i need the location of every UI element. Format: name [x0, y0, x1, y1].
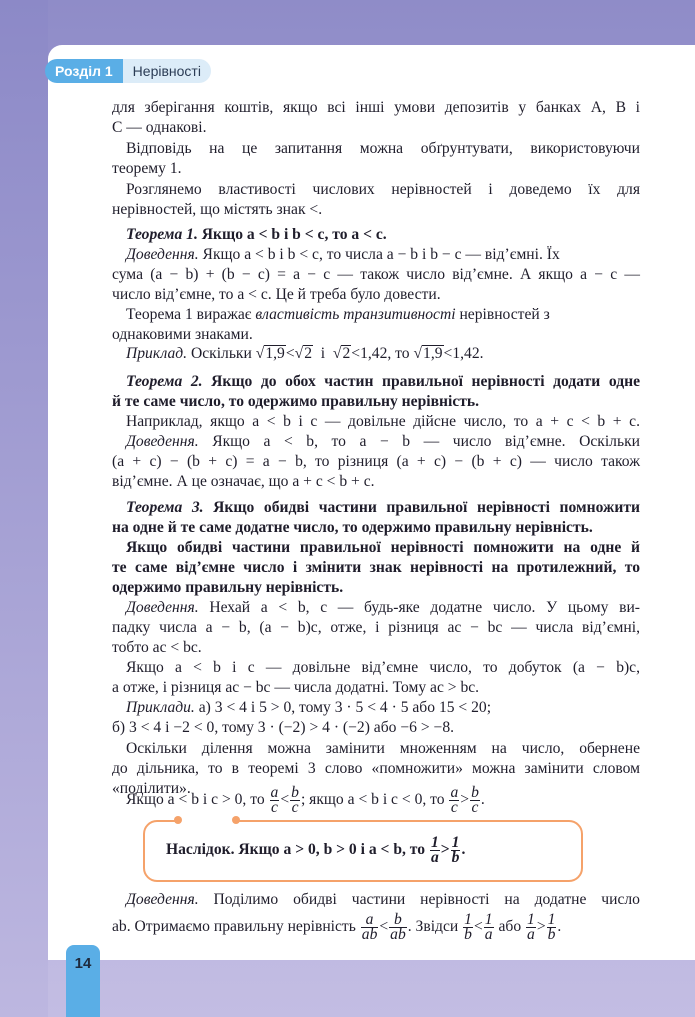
text-line: теорему 1.: [112, 160, 182, 177]
text-span: Оскільки: [190, 345, 252, 362]
proof-text: Нехай a < b, c — будь-яке додатне число. У цьому ви-: [209, 599, 640, 616]
chapter-header: [45, 59, 211, 83]
theorem-3-line: Якщо обидві частини правильної нерівності помножити на одне й: [126, 539, 640, 556]
theorem-1-label: Теорема 1.: [126, 226, 198, 243]
fraction-denominator: b: [451, 849, 460, 866]
corollary-text: Наслідок. Якщо a > 0, b > 0 і a < b, то $\frac{1}{a}$ > $\frac{1}{b}$ .: [166, 834, 466, 866]
text-span: і: [320, 345, 326, 362]
decor-dot: [232, 816, 240, 824]
text-span: ; якщо a < b і c < 0, то: [300, 791, 445, 808]
division-line: Якщо a < b і c > 0, то $\frac{a}{c}$ < $\frac{b}{c}$ ; якщо a < b і c < 0, то $\frac{a}{c}$ > $\frac{b}{c}$ .: [126, 783, 485, 816]
proof-1-line: [126, 245, 640, 265]
theorem-2-line: й те саме число, то одержимо правильну нерівність.: [112, 393, 480, 410]
text-span: Теорема 1 виражає: [126, 306, 252, 323]
text-line: (a + c) − (b + c) = a − b, то різниця (a + c) − (b + c) — число також: [112, 453, 640, 470]
fraction-denominator: c: [450, 798, 458, 816]
proof-text: Поділимо обидві частини нерівності на додатне число: [213, 891, 640, 908]
fraction-denominator: ab: [361, 925, 378, 943]
proof-3-line: [126, 598, 640, 618]
theorem-text: Якщо до обох частин правильної нерівності додати одне: [211, 373, 640, 390]
theorem-3-line: те саме від’ємне число і змінити знак нерівності на протилежний, то: [112, 559, 640, 576]
text-line: число від’ємне, то a < c. Це й треба було довести.: [112, 286, 441, 303]
proof-text: Якщо a < b, то a − b — число від’ємне. Оскільки: [212, 433, 640, 450]
text-span: нерівностей з: [459, 306, 550, 323]
fraction-numerator: 1: [451, 834, 460, 851]
text-span: <1,42.: [443, 345, 484, 362]
fraction-numerator: 1: [484, 910, 493, 928]
corollary-statement: Наслідок. Якщо a > 0, b > 0 і a < b, то: [166, 841, 426, 859]
fraction-denominator: c: [291, 798, 299, 816]
text-line: [126, 305, 640, 325]
sqrt-value: 2: [304, 345, 312, 362]
chapter-name: Нерівності: [123, 59, 211, 83]
chapter-tag: Розділ 1: [45, 59, 123, 83]
text-line: падку числа a − b, (a − b)c, отже, і різниця ac − bc — числа від’ємні,: [112, 619, 640, 636]
fraction-numerator: b: [471, 783, 479, 801]
fraction-numerator: a: [450, 783, 459, 801]
text-line: для зберігання коштів, якщо всі інші умови депозитів у банках A, B і: [112, 99, 640, 116]
page-number: 14: [66, 945, 100, 1017]
theorem-3: [126, 498, 640, 518]
example-label: Приклад.: [126, 345, 188, 362]
theorem-3-line: на одне й те саме додатне число, то одержимо правильну нерівність.: [112, 519, 593, 536]
theorem-text: Якщо обидві частини правильної нерівності помножити: [213, 499, 640, 516]
fraction-denominator: b: [547, 925, 556, 943]
text-line: Наприклад, якщо a < b і c — довільне дійсне число, то a + c < b + c.: [126, 413, 640, 430]
fraction-denominator: a: [484, 925, 493, 943]
text-line: Оскільки ділення можна замінити множенням на число, обернене: [126, 740, 640, 757]
fraction-denominator: c: [270, 798, 278, 816]
example-label: Приклади.: [126, 699, 195, 716]
text-span: Якщо a < b і c > 0, то: [126, 791, 265, 808]
text-line: до дільника, то в теоремі 3 слово «помножити» можна замінити словом: [112, 760, 640, 777]
fraction-numerator: 1: [430, 834, 439, 851]
text-line: Якщо a < b і c — довільне від’ємне число, то добуток (a − b)c,: [126, 659, 640, 676]
fraction-numerator: 1: [527, 910, 535, 928]
examples-line: [126, 698, 654, 718]
sqrt-value: 1,9: [265, 345, 285, 362]
proof-text: Якщо a < b і b < c, то числа a − b і b − c — від’ємні. Їх: [202, 246, 560, 263]
fraction-numerator: b: [389, 913, 407, 928]
fraction-denominator: a: [430, 849, 439, 866]
text-span: а) 3 < 4 і 5 > 0, тому 3 · 5 < 4 · 5 або 15 < 20;: [198, 699, 492, 716]
proof-2-line: [126, 432, 640, 452]
theorem-1: [126, 225, 654, 245]
theorem-1-text: Якщо a < b і b < c, то a < c.: [201, 226, 387, 243]
sqrt-value: 1,9: [423, 345, 443, 362]
proof-4-line: [126, 890, 640, 910]
fraction-numerator: 1: [464, 910, 472, 928]
text-line: тобто ac < bc.: [112, 639, 202, 656]
text-span: . Звідси: [407, 918, 459, 935]
text-span: або: [498, 918, 522, 935]
fraction-denominator: a: [527, 925, 535, 943]
text-line: сума (a − b) + (b − c) = a − c — також число від’ємне. А якщо a − c —: [112, 266, 640, 283]
fraction-numerator: b: [291, 783, 299, 801]
proof-label: Доведення.: [126, 246, 199, 263]
left-color-strip: [0, 0, 48, 1017]
theorem-2-label: Теорема 2.: [126, 373, 203, 390]
text-line: однаковими знаками.: [112, 326, 253, 343]
theorem-3-label: Теорема 3.: [126, 499, 204, 516]
emphasis-text: властивість транзитивності: [255, 306, 456, 323]
decor-dot: [174, 816, 182, 824]
fraction-denominator: b: [464, 925, 472, 943]
proof-label: Доведення.: [126, 433, 199, 450]
text-line: Розглянемо властивості числових нерівностей і доведемо їх для: [126, 181, 640, 198]
text-line: а отже, і різниця ac − bc — числа додатні. Тому ac > bc.: [112, 679, 480, 696]
proof-label: Доведення.: [126, 891, 199, 908]
fraction-numerator: a: [361, 913, 379, 928]
proof-label: Доведення.: [126, 599, 199, 616]
text-line: C — однакові.: [112, 119, 207, 136]
text-line: «поділити».: [112, 780, 191, 797]
text-line: від’ємне. А це означає, що a + c < b + c.: [112, 473, 375, 490]
text-line: Відповідь на це запитання можна обґрунтувати, використовуючи: [126, 140, 640, 157]
fraction-numerator: 1: [547, 910, 556, 928]
fraction-numerator: a: [270, 783, 279, 801]
sqrt-value: 2: [342, 345, 351, 362]
text-span: ab. Отримаємо правильну нерівність: [112, 918, 356, 935]
text-span: то: [395, 345, 410, 362]
theorem-3-line: одержимо правильну нерівність.: [112, 579, 344, 596]
corollary-box-gap: [178, 814, 236, 824]
proof-4-line-2: ab. Отримаємо правильну нерівність $\frac{a}{ab}$ < $\frac{b}{ab}$ . Звідси $\frac{1}{b}$ < $\frac{1}{a}$ або $\frac{1}{a}$ > $\frac{1}{b}$ .: [112, 910, 562, 943]
theorem-2: [126, 372, 640, 392]
text-line: б) 3 < 4 і −2 < 0, тому 3 · (−2) > 4 · (−2) або −6 > −8.: [112, 719, 455, 736]
example-1: Приклад. Оскільки √1,9<√2 і √2<1,42, то √1,9<1,42.: [126, 345, 484, 362]
fraction-denominator: c: [471, 798, 479, 816]
text-span: <1,42,: [351, 345, 392, 362]
text-line: нерівностей, що містять знак <.: [112, 201, 323, 218]
fraction-denominator: ab: [390, 925, 406, 943]
